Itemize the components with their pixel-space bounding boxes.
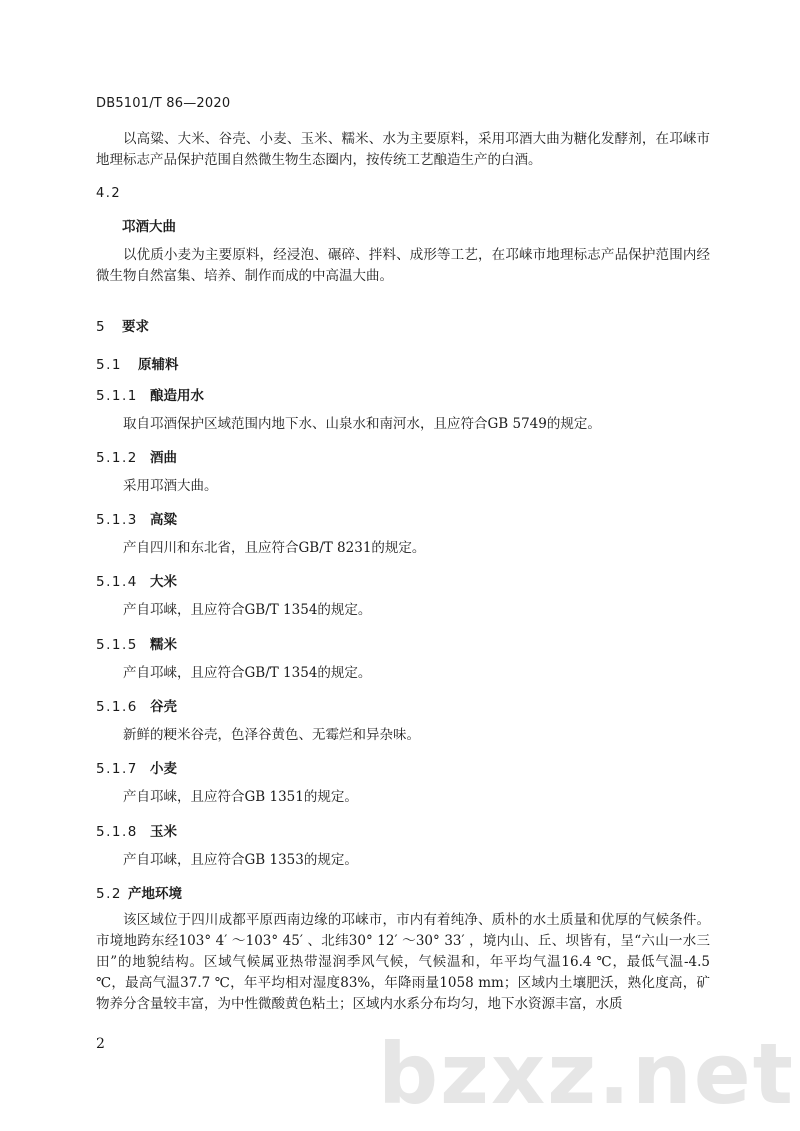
subsection-5-1-1 bbox=[96, 384, 204, 404]
subsection-title: 玉米 bbox=[150, 824, 177, 840]
subsection-title: 酿造用水 bbox=[150, 388, 204, 404]
subsection-number: 5.1.5 bbox=[96, 637, 138, 653]
definition-daqu-paragraph: 以优质小麦为主要原料，经浸泡、碾碎、拌料、成形等工艺，在邛崃市地理标志产品保护范围内经微生物自然富集、培养、制作而成的中高温大曲。 bbox=[96, 247, 710, 284]
section-title: 要求 bbox=[122, 319, 149, 335]
subsection-title: 大米 bbox=[150, 574, 177, 590]
section-title: 原辅料 bbox=[138, 357, 179, 373]
section-heading-requirements bbox=[96, 315, 149, 335]
subsection-5-1-4 bbox=[96, 570, 177, 590]
definition-baijiu-paragraph: 以高粱、大米、谷壳、小麦、玉米、糯米、水为主要原料，采用邛酒大曲为糖化发酵剂，在邛崃市地理标志产品保护范围自然微生物生态圈内，按传统工艺酿造生产的白酒。 bbox=[96, 131, 710, 168]
term-title-qiongjiu-daqu: 邛酒大曲 bbox=[122, 219, 176, 235]
subsection-number: 5.1.6 bbox=[96, 699, 138, 715]
subsection-number: 5.1.2 bbox=[96, 450, 138, 466]
subsection-number: 5.1.3 bbox=[96, 512, 138, 528]
subsection-number: 5.1.7 bbox=[96, 761, 138, 777]
subsection-text: 新鲜的粳米谷壳，色泽谷黄色、无霉烂和异杂味。 bbox=[123, 727, 420, 743]
subsection-number: 5.1.1 bbox=[96, 388, 138, 404]
subsection-text: 采用邛酒大曲。 bbox=[123, 478, 218, 494]
subsection-title: 高粱 bbox=[150, 512, 177, 528]
document-code: DB5101/T 86—2020 bbox=[96, 96, 231, 111]
section-heading-production-environment bbox=[96, 882, 182, 902]
subsection-title: 谷壳 bbox=[150, 699, 177, 715]
subsection-5-1-7 bbox=[96, 757, 177, 777]
subsection-text: 产自邛崃，且应符合GB 1351的规定。 bbox=[123, 789, 358, 805]
subsection-text: 产自四川和东北省，且应符合GB/T 8231的规定。 bbox=[123, 540, 426, 556]
subsection-text: 取自邛酒保护区域范围内地下水、山泉水和南河水，且应符合GB 5749的规定。 bbox=[123, 416, 601, 432]
section-number: 5 bbox=[96, 319, 107, 335]
page-number: 2 bbox=[96, 1036, 105, 1052]
section-title: 产地环境 bbox=[128, 886, 182, 902]
subsection-5-1-6 bbox=[96, 695, 177, 715]
subsection-text: 产自邛崃，且应符合GB/T 1354的规定。 bbox=[123, 665, 372, 681]
subsection-5-1-8 bbox=[96, 820, 177, 840]
subsection-text: 产自邛崃，且应符合GB 1353的规定。 bbox=[123, 852, 358, 868]
subsection-number: 5.1.8 bbox=[96, 824, 138, 840]
subsection-5-1-3 bbox=[96, 508, 177, 528]
subsection-text: 产自邛崃，且应符合GB/T 1354的规定。 bbox=[123, 602, 372, 618]
subsection-title: 酒曲 bbox=[150, 450, 177, 466]
section-number: 5.1 bbox=[96, 357, 122, 373]
subsection-title: 小麦 bbox=[150, 761, 177, 777]
clause-number-4-2: 4.2 bbox=[96, 186, 122, 201]
environment-paragraph: 该区域位于四川成都平原西南边缘的邛崃市，市内有着纯净、质朴的水土质量和优厚的气候条件。市境地跨东经103° 4′ ～103° 45′ 、北纬30° 12′ ～30° 33′ ，境内山、丘、坝皆有，呈“六山一水三田”的地貌结构。区域气候属亚热带湿润季风气候，气候温和，年平均气温16.4 ℃，最低气温-4.5 ℃，最高气温37.7 ℃，年平均相对湿度83%，年降雨量1058 mm；区域内土壤肥沃，熟化度高，矿物养分含量较丰富，为中性微酸黄色粘土；区域内水系分布均匀，地下水资源丰富，水质 bbox=[96, 912, 710, 1012]
section-heading-raw-materials bbox=[96, 353, 179, 373]
watermark-logo: bzxz.net bbox=[378, 1025, 795, 1123]
subsection-number: 5.1.4 bbox=[96, 574, 138, 590]
subsection-title: 糯米 bbox=[150, 637, 177, 653]
subsection-5-1-5 bbox=[96, 633, 177, 653]
section-number: 5.2 bbox=[96, 886, 122, 902]
subsection-5-1-2 bbox=[96, 446, 177, 466]
